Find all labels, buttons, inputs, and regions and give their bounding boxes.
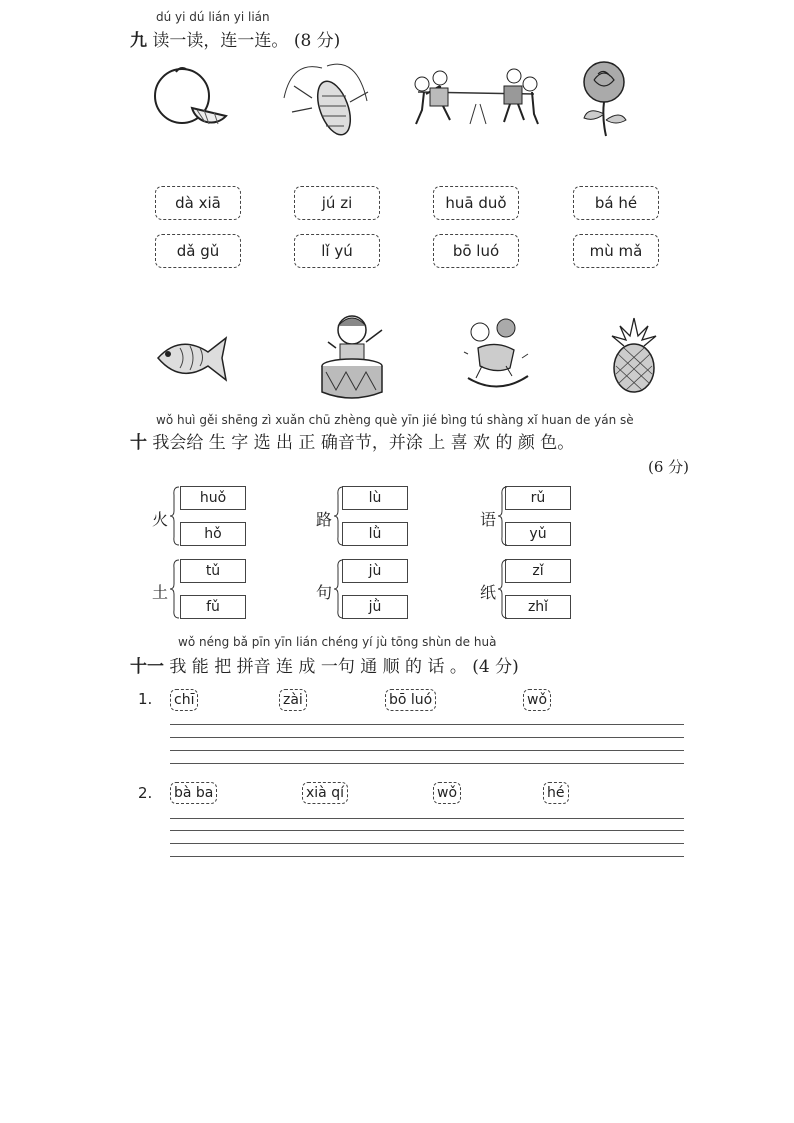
writing-line[interactable] [170, 830, 684, 831]
word-card[interactable]: bà ba [170, 782, 217, 804]
option-box[interactable]: zhǐ [505, 595, 571, 619]
word-card[interactable]: chī [170, 689, 198, 711]
drum-boy-image [316, 312, 390, 402]
option-box[interactable]: rǔ [505, 486, 571, 510]
char-yu: 语 [480, 510, 497, 529]
word-card[interactable]: zài [279, 689, 307, 711]
writing-line[interactable] [170, 856, 684, 857]
char-huo: 火 [152, 510, 169, 529]
option-box[interactable]: yǔ [505, 522, 571, 546]
option-box[interactable]: lǜ [342, 522, 408, 546]
pinyin-card[interactable]: bō luó [433, 234, 519, 268]
q9-pinyin-title: dú yi dú lián yi lián [156, 10, 270, 24]
writing-line[interactable] [170, 750, 684, 751]
q10-score: (6 分) [648, 458, 690, 476]
word-card[interactable]: bō luó [385, 689, 436, 711]
pineapple-image [606, 316, 662, 394]
pinyin-card[interactable]: huā duǒ [433, 186, 519, 220]
q9-header [130, 26, 340, 51]
q9-number: 九 [130, 31, 147, 51]
writing-line[interactable] [170, 763, 684, 764]
char-tu: 土 [152, 583, 169, 602]
option-box[interactable]: huǒ [180, 486, 246, 510]
q10-number: 十 [130, 433, 147, 453]
writing-line[interactable] [170, 724, 684, 725]
tug-of-war-image [406, 64, 546, 136]
lobster-image [282, 58, 374, 140]
rose-image [576, 58, 634, 138]
q11-pinyin-title: wǒ néng bǎ pīn yīn lián chéng yí jù tōng shùn de huà [178, 635, 497, 649]
word-card[interactable]: wǒ [523, 689, 551, 711]
writing-line[interactable] [170, 818, 684, 819]
writing-line[interactable] [170, 843, 684, 844]
brace [334, 559, 342, 619]
q11-header [130, 652, 519, 677]
option-box[interactable]: tǔ [180, 559, 246, 583]
q11-title: 我 能 把 拼音 连 成 一句 通 顺 的 话 。 [169, 657, 467, 677]
q11-score: (4 分) [472, 657, 519, 677]
char-ju: 句 [316, 583, 333, 602]
pinyin-card[interactable]: dà xiā [155, 186, 241, 220]
q10-header [130, 428, 574, 453]
writing-line[interactable] [170, 737, 684, 738]
pinyin-card[interactable]: dǎ gǔ [155, 234, 241, 268]
brace [334, 486, 342, 546]
char-lu: 路 [316, 510, 333, 529]
item-number: 1. [138, 690, 153, 708]
q10-pinyin-title: wǒ huì gěi shēng zì xuǎn chū zhèng què yīn jié bìng tú shàng xǐ huan de yán sè [156, 413, 634, 427]
orange-image [152, 66, 230, 132]
rocking-horse-image [462, 318, 532, 390]
brace [170, 486, 178, 546]
pinyin-card[interactable]: mù mǎ [573, 234, 659, 268]
word-card[interactable]: wǒ [433, 782, 461, 804]
q9-title: 读一读，连一连。 [152, 31, 289, 51]
q11-number: 十一 [130, 657, 164, 677]
option-box[interactable]: fǔ [180, 595, 246, 619]
pinyin-card[interactable]: jú zi [294, 186, 380, 220]
char-zhi: 纸 [480, 583, 497, 602]
option-box[interactable]: lù [342, 486, 408, 510]
q9-score: (8 分) [293, 31, 341, 51]
pinyin-card[interactable]: bá hé [573, 186, 659, 220]
item-number: 2. [138, 784, 153, 802]
q10-title: 我会给 生 字 选 出 正 确音节，并涂 上 喜 欢 的 颜 色。 [152, 433, 575, 453]
option-box[interactable]: jù [342, 559, 408, 583]
pinyin-card[interactable]: lǐ yú [294, 234, 380, 268]
option-box[interactable]: zǐ [505, 559, 571, 583]
option-box[interactable]: hǒ [180, 522, 246, 546]
fish-image [154, 334, 230, 384]
brace [170, 559, 178, 619]
word-card[interactable]: hé [543, 782, 569, 804]
option-box[interactable]: jǜ [342, 595, 408, 619]
word-card[interactable]: xià qí [302, 782, 348, 804]
